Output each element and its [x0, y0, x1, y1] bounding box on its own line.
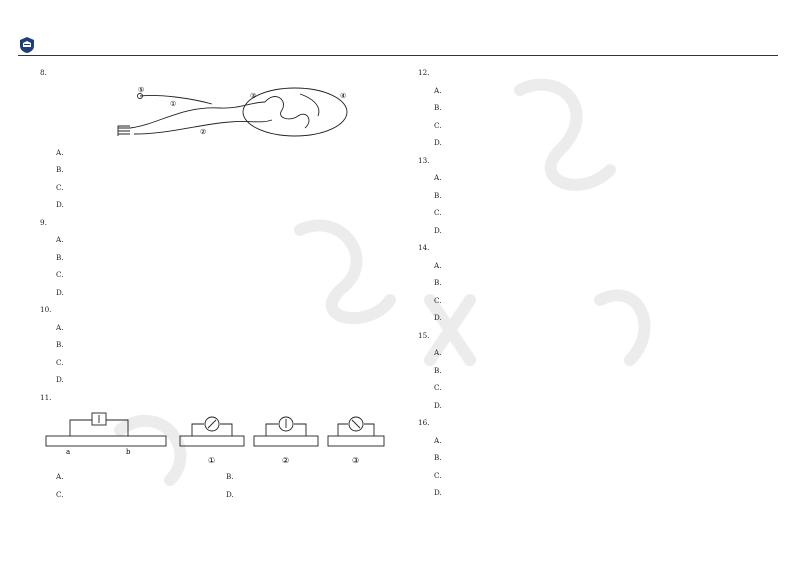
question-stem [40, 64, 400, 82]
question-9 [40, 214, 400, 302]
option-d: D. [56, 287, 64, 297]
option-d: D. [434, 138, 442, 147]
question-number: 12. [418, 68, 430, 77]
figure-label: ③ [352, 456, 360, 465]
option-b: B. [56, 165, 64, 174]
option-b: B. [434, 365, 442, 375]
option-a: A. [434, 85, 442, 95]
figure-label: ① [208, 456, 216, 465]
figure-label: ④ [340, 91, 347, 100]
question-number: 9. [40, 217, 47, 227]
option-c: C. [434, 470, 442, 480]
option-a: A. [56, 322, 64, 332]
figure-label: ⑤ [138, 85, 145, 94]
figure-label: a [66, 448, 71, 456]
question-11 [40, 389, 400, 504]
option-a: A. [434, 348, 442, 357]
question-number: 15. [418, 330, 430, 340]
question-number: 8. [40, 68, 47, 77]
question-10 [40, 301, 400, 389]
figure-label: ③ [250, 91, 257, 100]
option-d: D. [434, 313, 442, 322]
option-d: D. [56, 375, 64, 384]
option-b: B. [434, 453, 442, 462]
question-stem [418, 327, 778, 345]
figure-label: b [126, 448, 131, 456]
question-number: 10. [40, 305, 52, 314]
option-b: B. [434, 103, 442, 112]
option-a: A. [434, 435, 442, 445]
option-c: C. [56, 182, 64, 192]
option-b: B. [226, 472, 234, 481]
option-a: A. [56, 147, 64, 157]
reflex-arc-figure [100, 84, 360, 142]
question-13 [418, 152, 778, 240]
question-8 [40, 64, 400, 214]
option-c: C. [434, 120, 442, 130]
option-c: C. [434, 208, 442, 217]
question-15 [418, 327, 778, 415]
question-number: 16. [418, 418, 430, 427]
option-b: B. [434, 190, 442, 200]
option-c: C. [434, 383, 442, 392]
question-number: 13. [418, 155, 430, 165]
option-row [40, 486, 400, 504]
option-b: B. [56, 252, 64, 262]
question-12 [418, 64, 778, 152]
question-number: 11. [40, 392, 52, 402]
option-d: D. [226, 489, 234, 499]
option-a: A. [434, 260, 442, 270]
question-16 [418, 414, 778, 502]
right-column [418, 64, 778, 502]
option-c: C. [434, 295, 442, 305]
option-a: A. [434, 173, 442, 182]
option-a: A. [56, 235, 64, 244]
question-stem [40, 214, 400, 232]
ammeter-figure [40, 408, 390, 466]
option-b: B. [56, 340, 64, 349]
option-b: B. [434, 278, 442, 287]
option-d: D. [434, 400, 442, 410]
header-rule [18, 55, 778, 56]
figure-label: ② [200, 127, 207, 136]
left-column [40, 64, 400, 503]
question-stem [418, 239, 778, 257]
question-stem [418, 414, 778, 432]
question-stem [40, 301, 400, 319]
option-c: C. [56, 270, 64, 279]
school-crest-icon [18, 36, 36, 54]
option-c: C. [56, 357, 64, 367]
question-14 [418, 239, 778, 327]
figure-label: ① [170, 99, 177, 108]
question-stem [40, 389, 400, 407]
question-stem [418, 64, 778, 82]
page-header [18, 36, 778, 58]
option-d: D. [434, 225, 442, 235]
figure-label: ② [282, 456, 290, 465]
question-stem [418, 152, 778, 170]
option-row [40, 468, 400, 486]
option-d: D. [434, 488, 442, 497]
option-a: A. [56, 472, 64, 481]
option-c: C. [56, 489, 64, 499]
question-number: 14. [418, 243, 430, 252]
option-d: D. [56, 200, 64, 209]
